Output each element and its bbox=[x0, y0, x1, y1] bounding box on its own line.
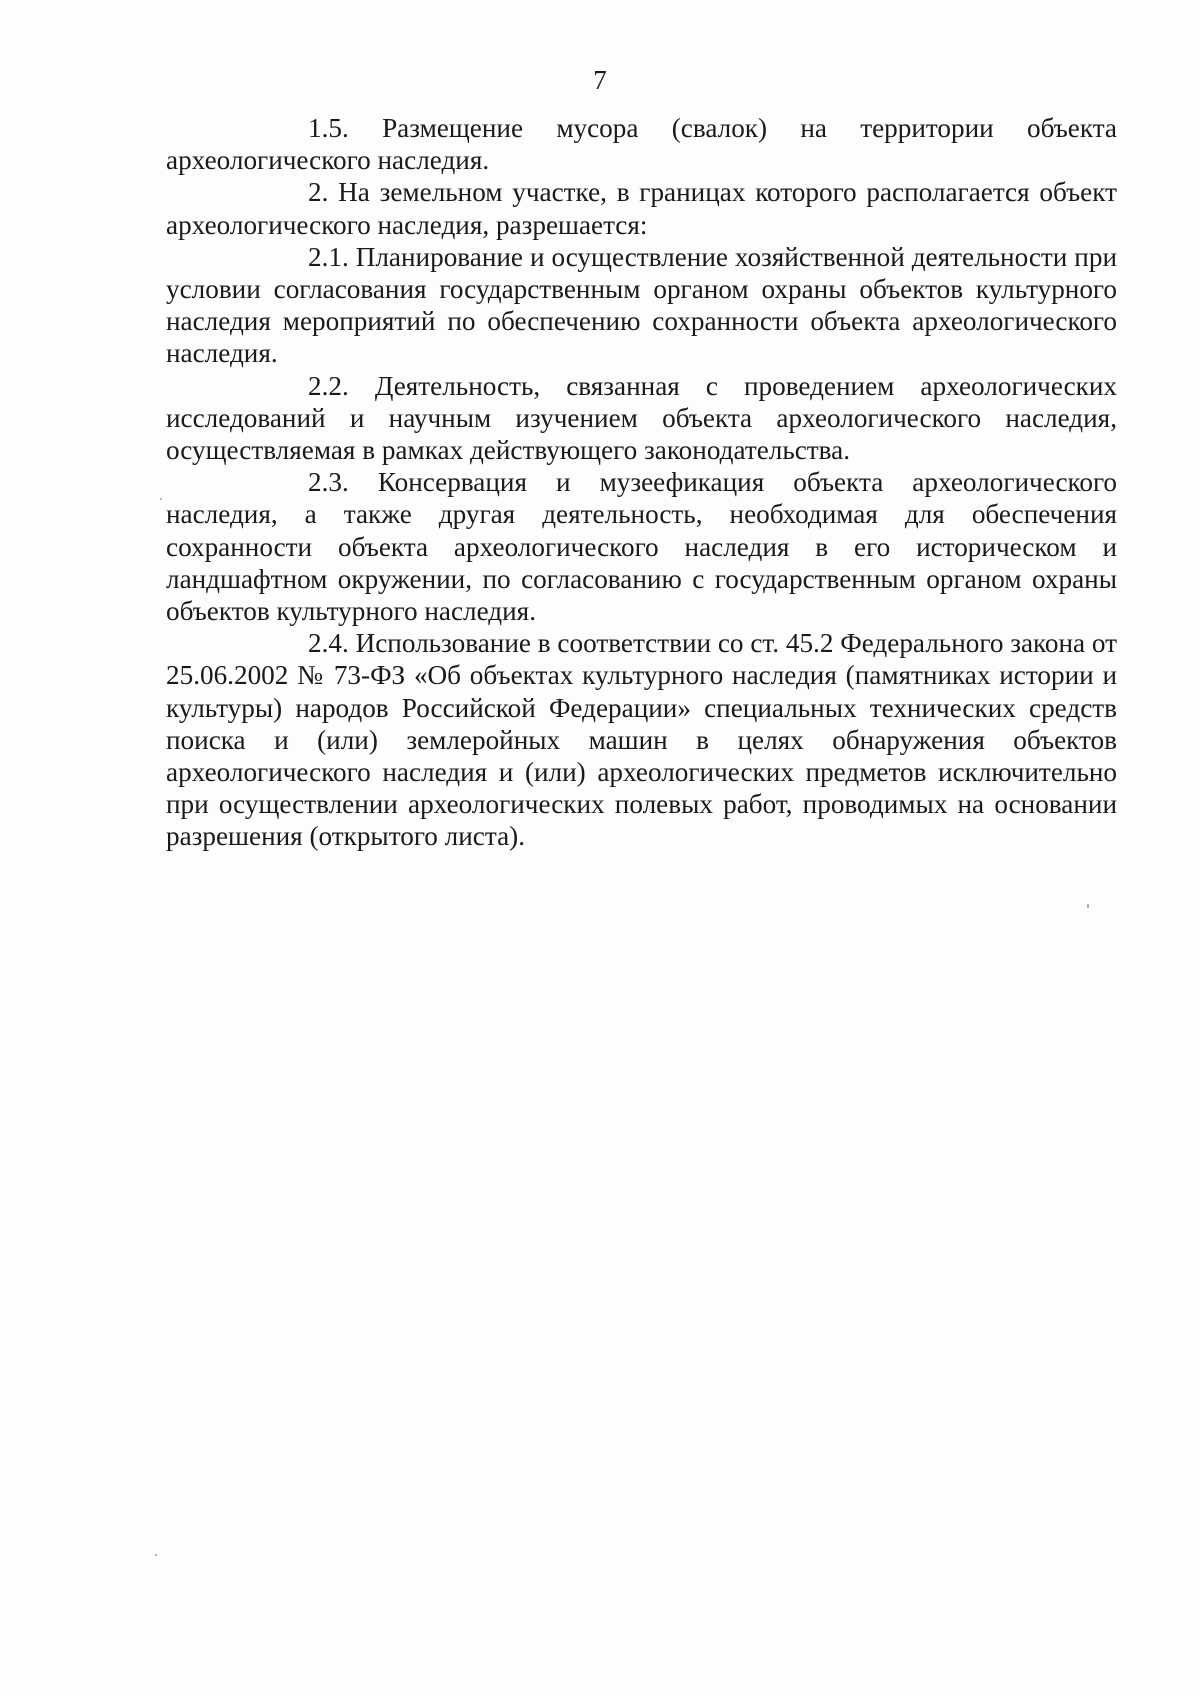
paragraph-number: 2.3. bbox=[308, 467, 349, 498]
paragraph-2 bbox=[166, 176, 1117, 240]
paragraph-text: Планирование и осуществление хозяйственной деятельности при условии согласования государственным органом охраны объектов культурного наследия мероприятий по обеспечению сохранности объекта археологического наследия. bbox=[166, 241, 1117, 369]
scan-speck bbox=[160, 498, 162, 500]
paragraph-2-1 bbox=[166, 241, 1117, 370]
paragraph-number: 2. bbox=[308, 177, 329, 208]
paragraph-number: 2.4. bbox=[308, 628, 349, 659]
paragraph-text: Консервация и музеефикация объекта археологического наследия, а также другая деятельность, необходимая для обеспечения сохранности объекта археологического наследия в его историческом и ландшафтном окружении, по согласованию с государственным органом охраны объектов культурного наследия. bbox=[166, 467, 1118, 627]
paragraph-number: 2.2. bbox=[308, 370, 349, 401]
page-number: 7 bbox=[593, 65, 607, 95]
paragraph-2-4 bbox=[166, 627, 1117, 852]
paragraph-2-2 bbox=[166, 370, 1117, 467]
paragraph-2-3 bbox=[166, 466, 1117, 627]
document-body bbox=[166, 112, 1117, 853]
scan-speck bbox=[1087, 904, 1089, 908]
paragraph-text: Размещение мусора (свалок) на территории объекта археологического наследия. bbox=[166, 113, 1117, 176]
paragraph-number: 1.5. bbox=[308, 113, 349, 143]
paragraph-text: На земельном участке, в границах которого располагается объект археологического наследия, разрешается: bbox=[166, 177, 1117, 240]
paragraph-text: Использование в соответствии со ст. 45.2 Федерального закона от 25.06.2002 № 73-ФЗ «Об объектах культурного наследия (памятниках истории и культуры) народов Российской Федерации» специальных технических средств поиска и (или) землеройных машин в целях обнаружения объектов археологического наследия и (или) археологических предметов исключительно при осуществлении археологических полевых работ, проводимых на основании разрешения (открытого листа). bbox=[166, 628, 1118, 852]
scan-speck bbox=[155, 1554, 157, 1556]
paragraph-number: 2.1. bbox=[308, 241, 349, 272]
paragraph-text: Деятельность, связанная с проведением археологических исследований и научным изучением объекта археологического наследия, осуществляемая в рамках действующего законодательства. bbox=[166, 370, 1117, 466]
paragraph-1-5 bbox=[166, 112, 1117, 176]
